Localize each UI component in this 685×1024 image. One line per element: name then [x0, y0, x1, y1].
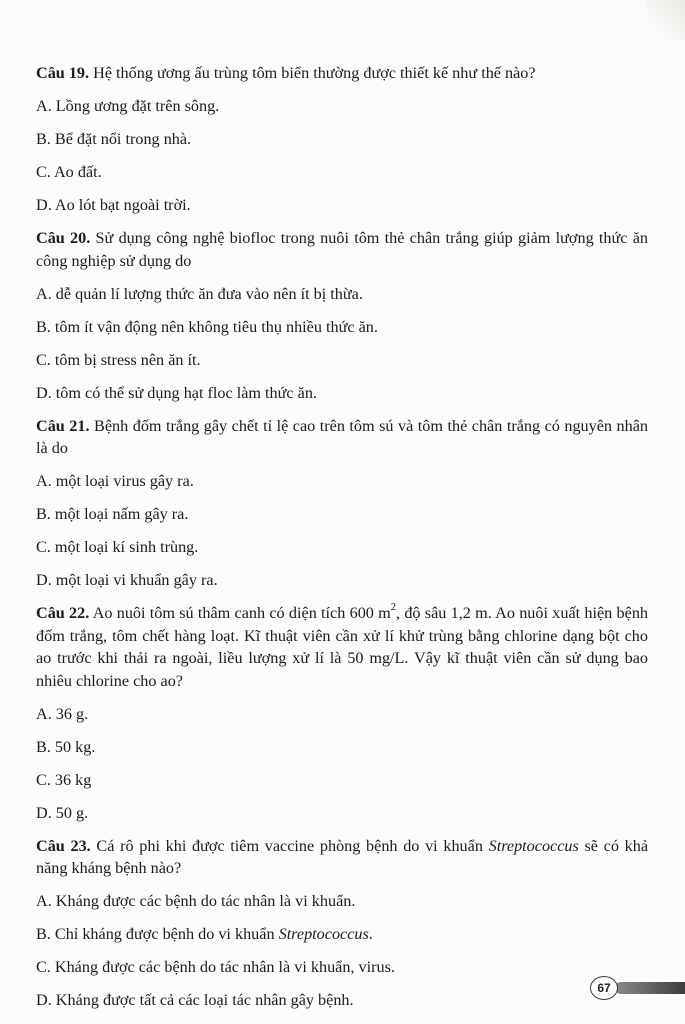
- question-label: Câu 20.: [36, 229, 91, 247]
- question-stem: [36, 415, 648, 460]
- answer-option-d: D. Kháng được tất cả các loại tác nhân gây bệnh.: [36, 991, 354, 1009]
- question-text: Sử dụng công nghệ biofloc trong nuôi tôm thẻ chân trắng giúp giảm lượng thức ăn công nghiệp sử dụng do: [36, 229, 649, 270]
- question-text-continued: , độ sâu 1,2 m. Ao nuôi xuất hiện bệnh đốm trắng, tôm chết hàng loạt. Kĩ thuật viên cần xử lí khử trùng bằng chlorine dạng bột cho ao trước khi thải ra ngoài, liều lượng xử lí là 50 mg/L. Vậy kĩ thuật viên cần sử dụng bao nhiêu chlorine cho ao?: [36, 604, 649, 690]
- question-label: Câu 19.: [36, 64, 90, 82]
- question-page: [36, 62, 648, 1022]
- question-text: Hệ thống ương ấu trùng tôm biển thường được thiết kế như thế nào?: [93, 64, 536, 82]
- answer-option-b: B. Bể đặt nổi trong nhà.: [36, 130, 192, 148]
- species-name: Streptococcus: [278, 925, 369, 943]
- question-19: [36, 62, 648, 217]
- answer-option-c: C. Kháng được các bệnh do tác nhân là vi khuẩn, virus.: [36, 958, 395, 976]
- species-name: Streptococcus: [488, 836, 579, 855]
- answer-option-a: A. Lồng ương đặt trên sông.: [36, 97, 220, 115]
- answer-option-c: C. Ao đất.: [36, 163, 102, 181]
- question-22: [36, 602, 648, 824]
- answer-option-a: A. dễ quản lí lượng thức ăn đưa vào nên ít bị thừa.: [36, 284, 363, 303]
- question-text: Cá rô phi khi được tiêm vaccine phòng bệnh do vi khuẩn: [96, 836, 489, 855]
- answer-option-d: D. một loại vi khuẩn gây ra.: [36, 571, 218, 589]
- option-text-end: .: [368, 925, 373, 943]
- question-stem: [36, 602, 648, 692]
- superscript-exponent: 2: [390, 602, 397, 614]
- question-stem: [36, 62, 648, 85]
- answer-option-c: C. tôm bị stress nên ăn ít.: [36, 350, 201, 369]
- question-label: Câu 23.: [36, 836, 91, 855]
- answer-option-b: B. tôm ít vận động nên không tiêu thụ nhiều thức ăn.: [36, 317, 378, 336]
- page-number: 67: [590, 976, 618, 1000]
- page-corner-shading: [645, 0, 685, 40]
- option-text: B. Chỉ kháng được bệnh do vi khuẩn: [36, 925, 279, 943]
- answer-option-b: [36, 923, 648, 946]
- answer-option-d: D. 50 g.: [36, 803, 89, 822]
- question-stem: [36, 835, 648, 880]
- answer-option-a: A. một loại virus gây ra.: [36, 472, 194, 490]
- question-label: Câu 21.: [36, 416, 90, 435]
- question-label: Câu 22.: [36, 604, 90, 622]
- question-text-continued: sẽ có khả năng kháng bệnh nào?: [36, 836, 649, 877]
- page-footer: [590, 976, 685, 1000]
- answer-option-b: B. 50 kg.: [36, 737, 96, 756]
- answer-option-d: D. Ao lót bạt ngoài trời.: [36, 196, 191, 214]
- question-text: Ao nuôi tôm sú thâm canh có diện tích 600 m: [92, 604, 391, 622]
- question-stem: [36, 227, 648, 272]
- footer-bar: [615, 982, 685, 994]
- answer-option-b: B. một loại nấm gây ra.: [36, 505, 189, 523]
- answer-option-c: C. một loại kí sinh trùng.: [36, 538, 199, 556]
- question-21: [36, 415, 648, 592]
- answer-option-d: D. tôm có thể sử dụng hạt floc làm thức ăn.: [36, 383, 317, 402]
- question-23: [36, 835, 648, 1012]
- answer-option-a: A. Kháng được các bệnh do tác nhân là vi khuẩn.: [36, 892, 356, 910]
- answer-option-a: A. 36 g.: [36, 704, 89, 723]
- question-20: [36, 227, 648, 404]
- answer-option-c: C. 36 kg: [36, 770, 92, 789]
- question-text: Bệnh đốm trắng gây chết tỉ lệ cao trên tôm sú và tôm thẻ chân trắng có nguyên nhân là do: [36, 416, 648, 457]
